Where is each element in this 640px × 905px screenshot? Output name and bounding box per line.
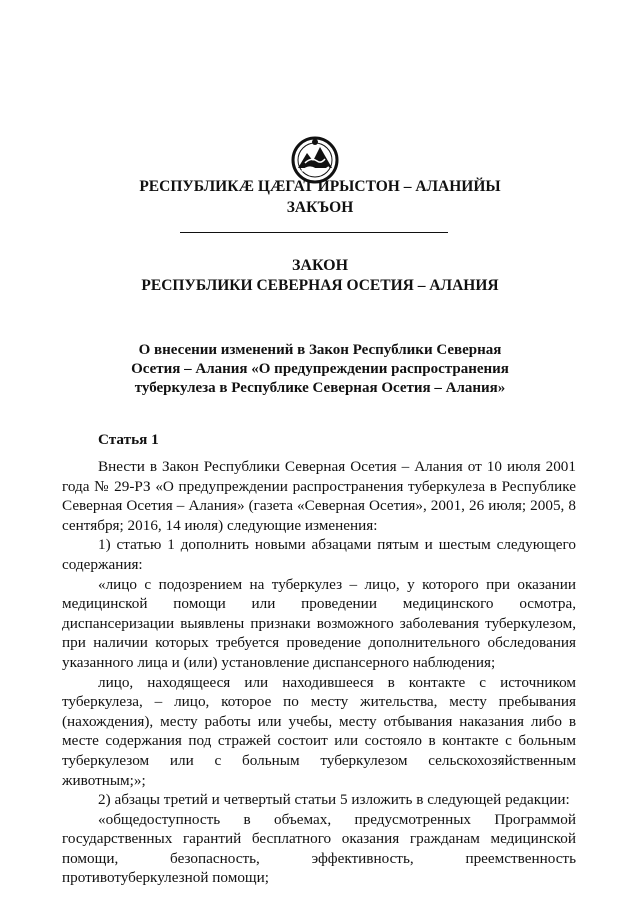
paragraph: «общедоступность в объемах, предусмотренных Программой государственных гарантий бесплатного оказания гражданам медицинской помощи, безопасность, эффективность, преемственность противотуберкулезной помощи; xyxy=(62,810,576,887)
paragraph: 2) абзацы третий и четвертый статьи 5 изложить в следующей редакции: xyxy=(98,791,570,809)
law-ossetian-heading: ЗАКЪОН xyxy=(286,199,354,216)
republic-russian-heading: РЕСПУБЛИКИ СЕВЕРНАЯ ОСЕТИЯ – АЛАНИЯ xyxy=(141,277,499,294)
law-title: ЗАКОН xyxy=(291,257,349,274)
paragraph: лицо, находящееся или находившееся в контакте с источником туберкулеза, – лицо, которое по месту жительства, месту пребывания (нахождения), месту работы или учебы, месту отбывания наказания либо в месте содержания под стражей состоит или состояло в контакте с больным туберкулезом или с больным туберкулезом сельскохозяйственным животным;»; xyxy=(62,673,576,789)
article-body xyxy=(62,457,576,888)
paragraph: «лицо с подозрением на туберкулез – лицо, у которого при оказании медицинской помощи или проведении медицинского осмотра, диспансеризации выявлены признаки возможного заболевания туберкулезом, при наличии которых требуется проведение дополнительного обследования указанного лица и (или) установление диспансерного наблюдения; xyxy=(62,575,576,671)
document-title-line-1: О внесении изменений в Закон Республики Северная xyxy=(138,342,502,358)
article-heading: Статья 1 xyxy=(98,431,159,448)
document-title-line-2: Осетия – Алания «О предупреждении распространения xyxy=(131,361,509,377)
paragraph: 1) статью 1 дополнить новыми абзацами пятым и шестым следующего содержания: xyxy=(62,536,576,573)
document-title-line-3: туберкулеза в Республике Северная Осетия – Алания» xyxy=(134,380,506,396)
header-divider xyxy=(180,232,448,233)
paragraph: Внести в Закон Республики Северная Осетия – Алания от 10 июля 2001 года № 29-РЗ «О предупреждении распространения туберкулеза в Республике Северная Осетия – Алания» (газета «Северная Осетия», 2001, 26 июля; 2005, 8 сентября; 2016, 14 июля) следующие изменения: xyxy=(62,458,576,534)
republic-ossetian-heading: РЕСПУБЛИКӔ ЦӔГАТ ИРЫСТОН – АЛАНИЙЫ xyxy=(139,178,501,195)
